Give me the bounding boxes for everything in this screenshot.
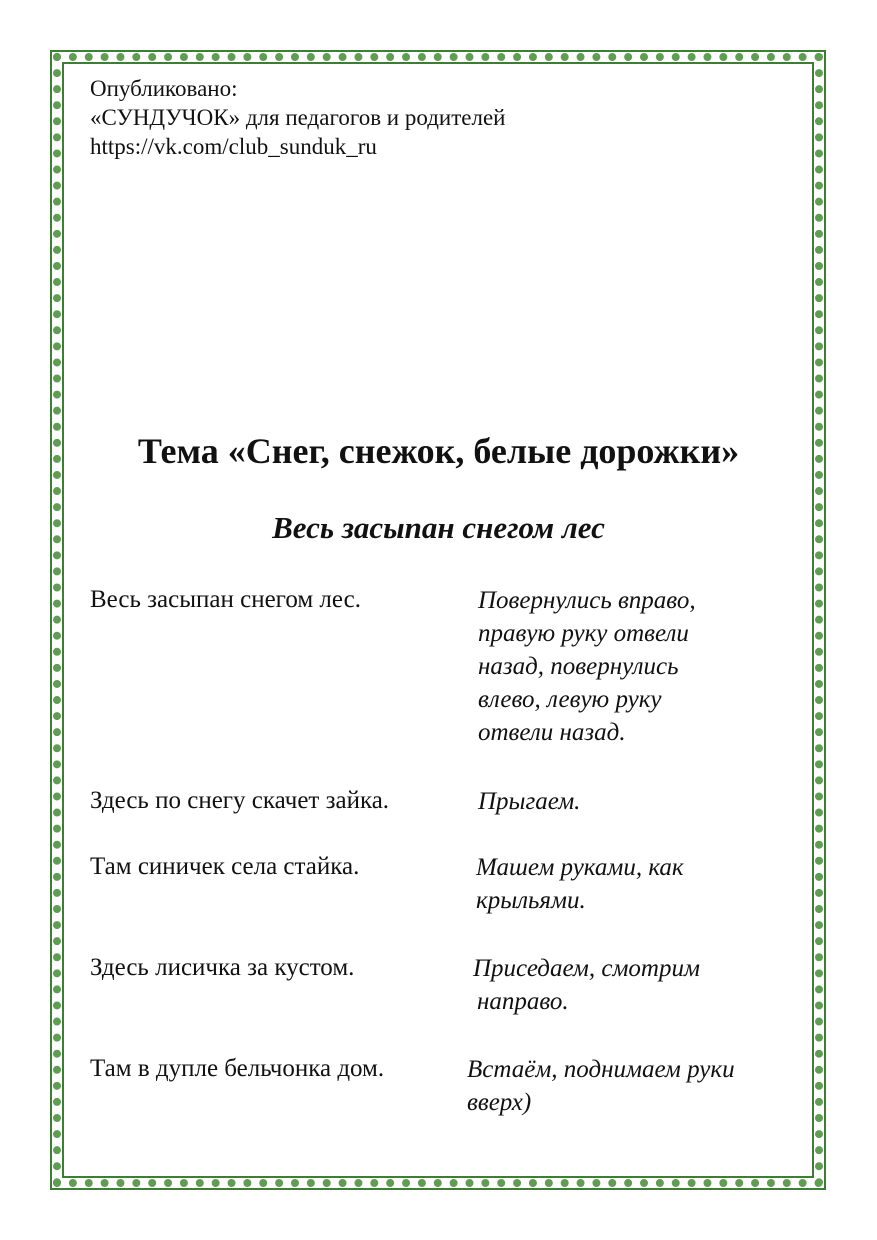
publication-info [90,74,505,161]
verse-action [476,851,684,917]
verse-action [478,584,696,749]
verse-action [467,1053,735,1119]
poem-title: Весь засыпан снегом лес [272,510,605,545]
action-line: Встаём, поднимаем руки [467,1056,735,1083]
action-line: крыльями. [476,887,586,914]
page-border-inner [62,62,814,1178]
published-label: Опубликовано: [90,76,238,101]
action-line: направо. [477,988,569,1015]
action-line: правую руку отвели [478,620,689,647]
verse-line: Там синичек села стайка. [90,853,360,880]
verse-line: Весь засыпан снегом лес. [90,586,361,613]
action-line: влево, левую руку [478,686,662,713]
verse-action [473,952,700,1018]
action-line: Машем руками, как [476,854,684,881]
action-line: отвели назад. [478,719,626,746]
verse-line: Здесь лисичка за кустом. [90,954,355,981]
publisher-link[interactable]: https://vk.com/club_sunduk_ru [90,134,377,159]
action-line: Прыгаем. [478,788,581,815]
verse-line: Здесь по снегу скачет зайка. [90,787,390,814]
verse-line: Там в дупле бельчонка дом. [90,1055,385,1082]
action-line: назад, повернулись [478,653,679,680]
page-title: Тема «Снег, снежок, белые дорожки» [137,431,740,471]
publisher-name: «СУНДУЧОК» для педагогов и родителей [90,105,506,130]
verse-action [478,785,580,818]
action-line: Повернулись вправо, [478,587,696,614]
action-line: Приседаем, смотрим [473,955,700,982]
action-line: вверх) [467,1089,532,1116]
